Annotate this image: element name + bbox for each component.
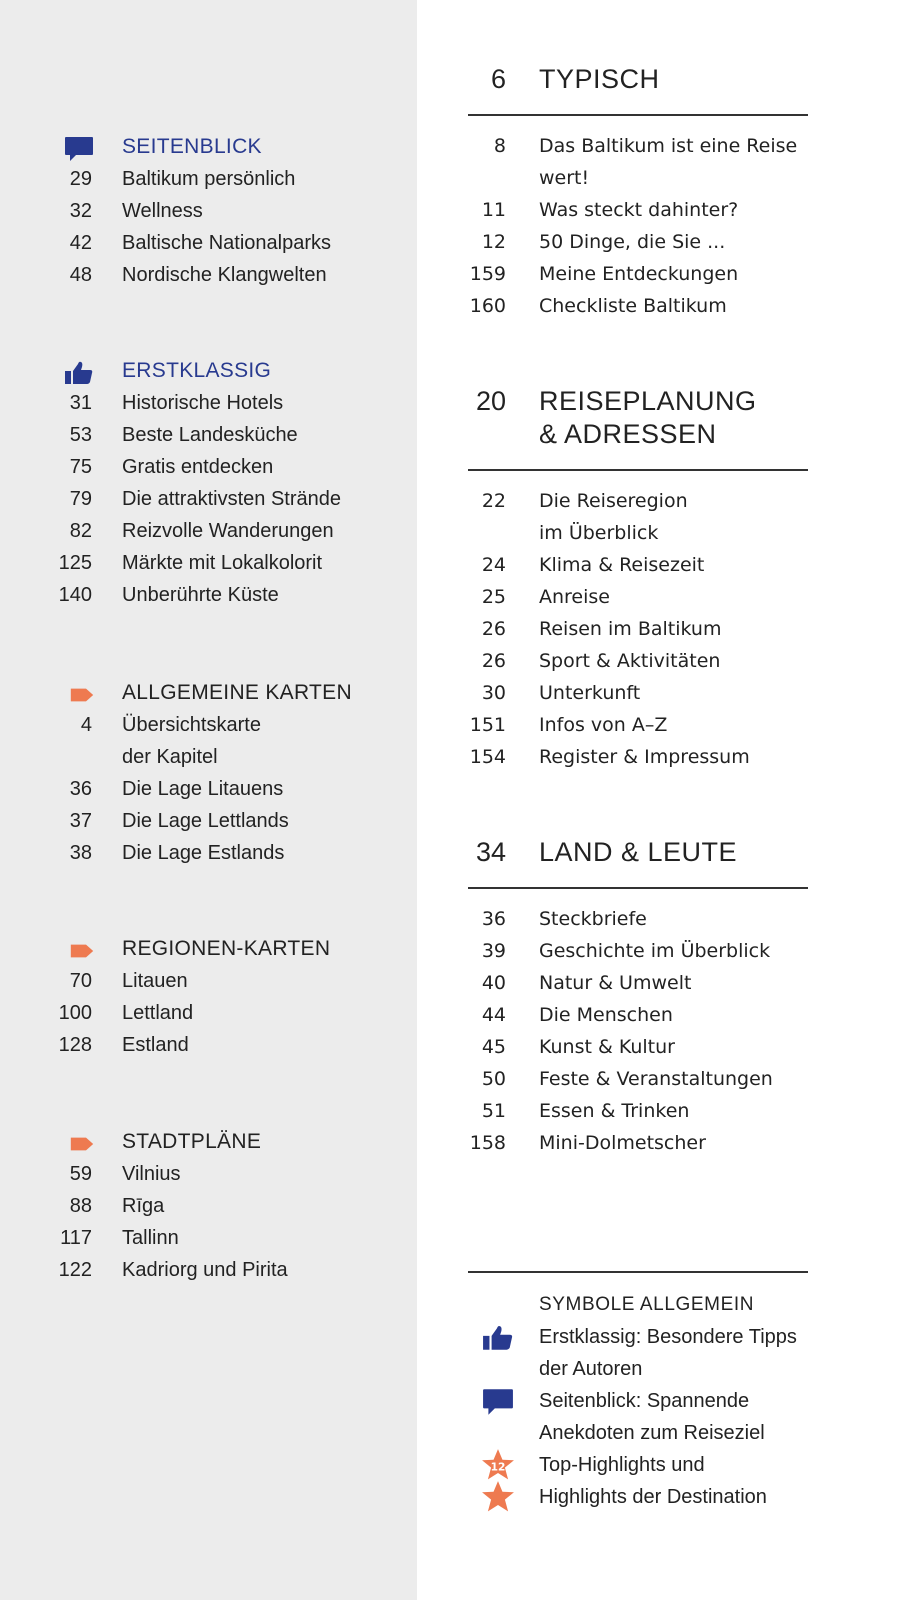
entry-label: Nordische Klangwelten bbox=[122, 264, 327, 286]
toc-entry[interactable] bbox=[468, 194, 808, 226]
entry-label: der Kapitel bbox=[122, 746, 218, 768]
divider bbox=[468, 1271, 808, 1273]
page-number: 45 bbox=[481, 1036, 506, 1058]
entry-label: Unterkunft bbox=[539, 682, 641, 704]
page-number: 122 bbox=[58, 1259, 92, 1281]
thumbs-up-icon bbox=[482, 1324, 514, 1352]
entry-label: Übersichtskarte bbox=[122, 714, 261, 736]
page-number: 51 bbox=[481, 1100, 506, 1122]
chapter-typisch bbox=[468, 63, 808, 322]
legend-text: Highlights der Destination bbox=[539, 1486, 767, 1508]
page-number: 38 bbox=[69, 842, 92, 864]
toc-entry[interactable] bbox=[468, 290, 808, 322]
toc-entry[interactable] bbox=[468, 549, 808, 581]
page-number: 36 bbox=[481, 908, 506, 930]
page-number: 151 bbox=[469, 714, 506, 736]
toc-entry[interactable] bbox=[0, 163, 417, 195]
page-number: 40 bbox=[481, 972, 506, 994]
page-number: 39 bbox=[481, 940, 506, 962]
page-number: 88 bbox=[69, 1195, 92, 1217]
toc-entry[interactable] bbox=[468, 613, 808, 645]
section-erstklassig bbox=[0, 355, 417, 611]
chapter-header[interactable] bbox=[468, 385, 808, 451]
entry-label: Infos von A–Z bbox=[539, 714, 668, 736]
legend-title: SYMBOLE ALLGEMEIN bbox=[539, 1294, 755, 1315]
section-regionen-karten bbox=[0, 933, 417, 1061]
toc-entry[interactable] bbox=[0, 419, 417, 451]
map-tag-icon bbox=[70, 938, 94, 964]
toc-entry[interactable] bbox=[468, 1063, 808, 1095]
divider bbox=[468, 114, 808, 116]
entry-label: Lettland bbox=[122, 1002, 194, 1024]
page-number: 4 bbox=[80, 714, 92, 736]
entry-label: Mini-Dolmetscher bbox=[539, 1132, 706, 1154]
thumbs-up-icon bbox=[64, 360, 94, 386]
page-number: 50 bbox=[481, 1068, 506, 1090]
toc-entry[interactable] bbox=[468, 645, 808, 677]
toc-entry[interactable] bbox=[0, 387, 417, 419]
page-number: 82 bbox=[69, 520, 92, 542]
legend-item-erstklassig bbox=[539, 1321, 819, 1385]
toc-entry[interactable] bbox=[468, 903, 808, 935]
chapter-header[interactable] bbox=[468, 836, 808, 869]
page-number: 12 bbox=[481, 231, 506, 253]
page-number: 100 bbox=[58, 1002, 92, 1024]
entry-label: Meine Entdeckungen bbox=[539, 263, 739, 285]
section-title: REGIONEN-KARTEN bbox=[122, 937, 331, 960]
entry-label: Sport & Aktivitäten bbox=[539, 650, 721, 672]
page-number: 160 bbox=[469, 295, 506, 317]
page-number: 44 bbox=[481, 1004, 506, 1026]
toc-entry[interactable] bbox=[0, 965, 417, 997]
page-number: 42 bbox=[69, 232, 92, 254]
toc-entry[interactable] bbox=[0, 547, 417, 579]
speech-bubble-icon bbox=[482, 1388, 514, 1416]
entry-label: Checkliste Baltikum bbox=[539, 295, 727, 317]
star-icon bbox=[481, 1480, 515, 1514]
entry-label: Litauen bbox=[122, 970, 188, 992]
entry-label: Essen & Trinken bbox=[539, 1100, 690, 1122]
page-number: 26 bbox=[481, 650, 506, 672]
toc-entry[interactable] bbox=[0, 1254, 417, 1286]
toc-entry[interactable] bbox=[0, 997, 417, 1029]
entry-label: Unberührte Küste bbox=[122, 584, 279, 606]
section-header bbox=[0, 677, 417, 709]
entry-label: Tallinn bbox=[122, 1227, 179, 1249]
chapter-entries bbox=[468, 130, 808, 322]
page-number: 154 bbox=[469, 746, 506, 768]
toc-entry[interactable] bbox=[468, 935, 808, 967]
entry-label: Natur & Umwelt bbox=[539, 972, 692, 994]
entry-label: Die Menschen bbox=[539, 1004, 673, 1026]
entry-label: Geschichte im Überblick bbox=[539, 940, 771, 962]
chapter-title: REISEPLANUNG & ADRESSEN bbox=[539, 386, 757, 449]
toc-entry[interactable] bbox=[0, 195, 417, 227]
toc-entry[interactable] bbox=[0, 1158, 417, 1190]
toc-entry[interactable] bbox=[0, 805, 417, 837]
entry-label: Die Lage Estlands bbox=[122, 842, 285, 864]
entry-label: Anreise bbox=[539, 586, 610, 608]
entry-label: Die Lage Lettlands bbox=[122, 810, 289, 832]
toc-entry[interactable] bbox=[468, 1127, 808, 1159]
entry-label: Was steckt dahinter? bbox=[539, 199, 739, 221]
entry-label: Reizvolle Wanderungen bbox=[122, 520, 334, 542]
page-number: 11 bbox=[481, 199, 506, 221]
page-number: 30 bbox=[481, 682, 506, 704]
symbol-legend bbox=[468, 1271, 808, 1513]
entry-label: Gratis entdecken bbox=[122, 456, 274, 478]
toc-entry[interactable] bbox=[0, 1222, 417, 1254]
toc-entry[interactable] bbox=[0, 227, 417, 259]
section-header bbox=[0, 131, 417, 163]
page-number: 24 bbox=[481, 554, 506, 576]
page-number: 158 bbox=[469, 1132, 506, 1154]
entry-label: Baltikum persönlich bbox=[122, 168, 296, 190]
legend-item-top-highlights bbox=[490, 1449, 819, 1481]
toc-entry[interactable] bbox=[468, 258, 808, 290]
section-title: ALLGEMEINE KARTEN bbox=[122, 681, 352, 704]
toc-entry[interactable] bbox=[0, 483, 417, 515]
section-title: SEITENBLICK bbox=[122, 135, 262, 158]
toc-entry[interactable] bbox=[0, 259, 417, 291]
entry-label: Klima & Reisezeit bbox=[539, 554, 705, 576]
page-number: 70 bbox=[69, 970, 92, 992]
toc-entry[interactable] bbox=[468, 709, 808, 741]
entry-label: Vilnius bbox=[122, 1163, 181, 1185]
section-allgemeine-karten bbox=[0, 677, 417, 869]
map-tag-icon bbox=[70, 682, 94, 708]
page-number: 8 bbox=[493, 135, 506, 157]
entry-label: Estland bbox=[122, 1034, 189, 1056]
section-header bbox=[0, 933, 417, 965]
page-number: 75 bbox=[69, 456, 92, 478]
chapter-page-number: 6 bbox=[490, 64, 506, 94]
speech-bubble-icon bbox=[64, 136, 94, 162]
chapter-header[interactable] bbox=[468, 63, 808, 96]
page-number: 25 bbox=[481, 586, 506, 608]
page-number: 59 bbox=[69, 1163, 92, 1185]
legend-item-highlights bbox=[539, 1481, 819, 1513]
page-number: 79 bbox=[69, 488, 92, 510]
entry-label: Kunst & Kultur bbox=[539, 1036, 675, 1058]
toc-entry[interactable] bbox=[468, 999, 808, 1031]
numbered-star-icon bbox=[481, 1448, 515, 1482]
legend-text: Erstklassig: Besondere Tipps der Autoren bbox=[539, 1326, 797, 1380]
entry-label: Die attraktivsten Strände bbox=[122, 488, 341, 510]
entry-label: 50 Dinge, die Sie ... bbox=[539, 231, 726, 253]
entry-label: Märkte mit Lokalkolorit bbox=[122, 552, 323, 574]
page-number: 36 bbox=[69, 778, 92, 800]
chapter-entries bbox=[468, 485, 808, 773]
chapter-reiseplanung bbox=[468, 385, 808, 773]
toc-entry[interactable] bbox=[0, 709, 417, 741]
page-number: 140 bbox=[58, 584, 92, 606]
toc-entry[interactable] bbox=[468, 485, 808, 549]
entry-label: Kadriorg und Pirita bbox=[122, 1259, 288, 1281]
page-number: 53 bbox=[69, 424, 92, 446]
map-tag-icon bbox=[70, 1131, 94, 1157]
entry-label: Reisen im Baltikum bbox=[539, 618, 722, 640]
chapter-page-number: 20 bbox=[475, 386, 506, 416]
chapter-entries bbox=[468, 903, 808, 1159]
page-number: 22 bbox=[481, 490, 506, 512]
page-number: 37 bbox=[69, 810, 92, 832]
chapter-title: LAND & LEUTE bbox=[539, 837, 738, 867]
entry-label: Die Lage Litauens bbox=[122, 778, 284, 800]
toc-entry[interactable] bbox=[468, 1095, 808, 1127]
page-number: 31 bbox=[69, 392, 92, 414]
toc-entry[interactable] bbox=[468, 130, 808, 194]
toc-entry[interactable] bbox=[0, 579, 417, 611]
toc-entry[interactable] bbox=[0, 1190, 417, 1222]
entry-label: Register & Impressum bbox=[539, 746, 750, 768]
toc-entry[interactable] bbox=[468, 677, 808, 709]
page-number: 128 bbox=[58, 1034, 92, 1056]
page-number: 29 bbox=[69, 168, 92, 190]
toc-entry[interactable] bbox=[0, 741, 417, 773]
toc-entry[interactable] bbox=[468, 741, 808, 773]
entry-label: Beste Landesküche bbox=[122, 424, 298, 446]
entry-label: Rīga bbox=[122, 1195, 165, 1217]
section-title: ERSTKLASSIG bbox=[122, 359, 272, 382]
toc-entry[interactable] bbox=[0, 515, 417, 547]
legend-text: Seitenblick: Spannende Anekdoten zum Reiseziel bbox=[539, 1390, 765, 1444]
chapter-land-leute bbox=[468, 836, 808, 1159]
section-header bbox=[0, 355, 417, 387]
page-number: 159 bbox=[469, 263, 506, 285]
page-number: 117 bbox=[60, 1227, 92, 1249]
star-badge-number: 12 bbox=[490, 1460, 506, 1474]
entry-label: Feste & Veranstaltungen bbox=[539, 1068, 773, 1090]
chapter-title: TYPISCH bbox=[539, 64, 660, 94]
toc-entry[interactable] bbox=[468, 581, 808, 613]
entry-label: Die Reiseregion im Überblick bbox=[539, 490, 688, 544]
section-seitenblick bbox=[0, 131, 417, 291]
toc-entry[interactable] bbox=[0, 773, 417, 805]
page-number: 26 bbox=[481, 618, 506, 640]
divider bbox=[468, 469, 808, 471]
entry-label: Baltische Nationalparks bbox=[122, 232, 331, 254]
page-number: 125 bbox=[58, 552, 92, 574]
toc-entry[interactable] bbox=[468, 226, 808, 258]
divider bbox=[468, 887, 808, 889]
toc-entry[interactable] bbox=[0, 451, 417, 483]
legend-item-seitenblick bbox=[539, 1385, 819, 1449]
entry-label: Das Baltikum ist eine Reise wert! bbox=[539, 135, 798, 189]
toc-entry[interactable] bbox=[468, 967, 808, 999]
section-title: STADTPLÄNE bbox=[122, 1130, 262, 1153]
entry-label: Steckbriefe bbox=[539, 908, 647, 930]
toc-entry[interactable] bbox=[468, 1031, 808, 1063]
chapter-page-number: 34 bbox=[475, 837, 506, 867]
page-number: 48 bbox=[69, 264, 92, 286]
section-header bbox=[0, 1126, 417, 1158]
toc-entry[interactable] bbox=[0, 1029, 417, 1061]
entry-label: Wellness bbox=[122, 200, 203, 222]
page-number: 32 bbox=[69, 200, 92, 222]
legend-text: Top-Highlights und bbox=[539, 1454, 705, 1476]
toc-entry[interactable] bbox=[0, 837, 417, 869]
section-stadtplaene bbox=[0, 1126, 417, 1286]
entry-label: Historische Hotels bbox=[122, 392, 284, 414]
